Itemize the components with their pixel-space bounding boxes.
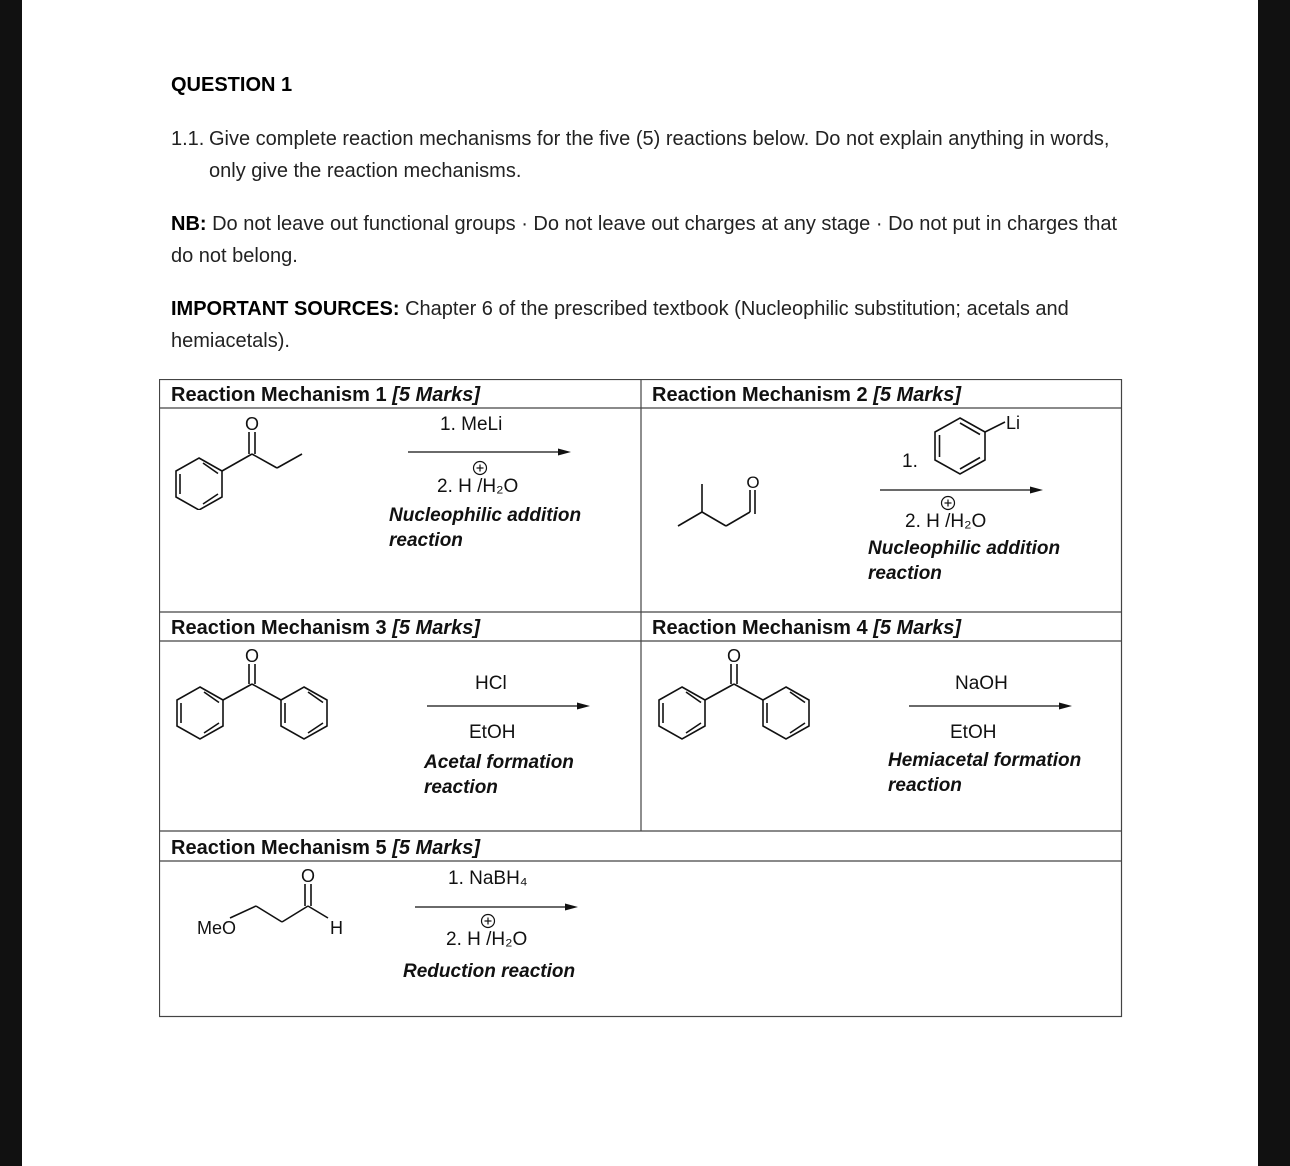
reaction-5-arrow bbox=[415, 901, 580, 913]
nb-label: NB: bbox=[171, 213, 207, 235]
reaction-5-type: Reduction reaction bbox=[403, 961, 576, 982]
reaction-4-reagent-1: NaOH bbox=[955, 673, 1008, 694]
oxygen-label: O bbox=[244, 646, 260, 666]
reaction-1-reactant-structure bbox=[167, 410, 327, 510]
reaction-1-arrow bbox=[408, 446, 573, 458]
reaction-1-type: Nucleophilic addition reaction bbox=[389, 505, 582, 551]
reaction-2-arrow bbox=[880, 484, 1045, 496]
question-title: QUESTION 1 bbox=[171, 74, 293, 96]
reaction-2-header: Reaction Mechanism 2 [5 Marks] bbox=[652, 384, 961, 406]
oxygen-label: O bbox=[300, 866, 316, 886]
reaction-2-reagent-1-number: 1. bbox=[902, 451, 918, 472]
lithium-label: Li bbox=[1006, 413, 1021, 433]
reaction-5-reactant-structure bbox=[172, 864, 362, 944]
reaction-1-reagent-2: 2. H /H₂O bbox=[437, 476, 519, 497]
reaction-1-header: Reaction Mechanism 1 [5 Marks] bbox=[171, 384, 480, 406]
nb-text: Do not leave out functional groups · Do not leave out charges at any stage · Do not put in charges that do not belong. bbox=[171, 213, 1118, 267]
positive-charge-icon bbox=[480, 913, 496, 929]
nb-note bbox=[171, 208, 1131, 272]
oxygen-label: O bbox=[244, 414, 260, 434]
reaction-5-reagent-1: 1. NaBH₄ bbox=[448, 868, 528, 889]
reaction-2-type: Nucleophilic addition reaction bbox=[868, 538, 1061, 584]
reaction-5-reagent-2: 2. H /H₂O bbox=[446, 929, 528, 950]
reaction-3-arrow bbox=[427, 700, 592, 712]
question-sheet bbox=[22, 0, 1258, 1166]
hydrogen-label: H bbox=[330, 918, 343, 938]
reaction-3-type: Acetal formation reaction bbox=[424, 752, 574, 798]
oxygen-label: O bbox=[746, 473, 760, 492]
sources-text: Chapter 6 of the prescribed textbook (Nucleophilic substitution; acetals and hemiacetals). bbox=[171, 298, 1069, 352]
reaction-3-reagent-2: EtOH bbox=[469, 722, 516, 743]
sources-label: IMPORTANT SOURCES: bbox=[171, 298, 400, 320]
reaction-2-reagent-2: 2. H /H₂O bbox=[905, 511, 987, 532]
instruction-1-1 bbox=[171, 123, 1131, 187]
reaction-4-reagent-2: EtOH bbox=[950, 722, 997, 743]
reaction-3-reactant-structure bbox=[167, 644, 367, 744]
phenyllithium-structure bbox=[922, 410, 1032, 480]
reaction-4-header: Reaction Mechanism 4 [5 Marks] bbox=[652, 617, 961, 639]
reaction-4-arrow bbox=[909, 700, 1074, 712]
reaction-2-reactant-structure bbox=[672, 470, 772, 530]
reaction-5-header: Reaction Mechanism 5 [5 Marks] bbox=[171, 837, 480, 859]
positive-charge-icon bbox=[472, 460, 488, 476]
item-number: 1.1. bbox=[171, 128, 205, 150]
reaction-4-reactant-structure bbox=[649, 644, 849, 744]
reaction-3-reagent-1: HCl bbox=[475, 673, 507, 694]
positive-charge-icon bbox=[940, 495, 956, 511]
reaction-4-type: Hemiacetal formation reaction bbox=[888, 750, 1082, 796]
sources-note bbox=[171, 293, 1131, 357]
reaction-3-header: Reaction Mechanism 3 [5 Marks] bbox=[171, 617, 480, 639]
item-text: Give complete reaction mechanisms for the five (5) reactions below. Do not explain anything in words, only give the reaction mechanisms. bbox=[209, 128, 1110, 182]
document-page bbox=[22, 0, 1258, 1166]
reaction-1-reagent-1: 1. MeLi bbox=[440, 414, 503, 435]
oxygen-label: O bbox=[726, 646, 742, 666]
methoxy-label: MeO bbox=[197, 918, 237, 938]
